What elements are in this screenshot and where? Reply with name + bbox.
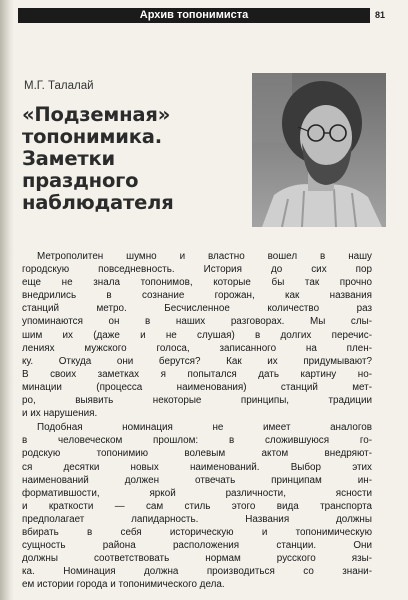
text-line: в человеческом прошлом: в сложившуюся го- xyxy=(22,435,372,447)
text-line: лениях мужского голоса, записанного на плен- xyxy=(22,342,372,354)
text-line: еще не знала топонимов, которые бы так прочно xyxy=(22,277,372,289)
text-line: ро, выявить некоторые принципы, традиции xyxy=(22,395,372,407)
paragraph xyxy=(22,250,372,420)
text-line: ся десятки новых наименований. Выбор этих xyxy=(22,461,372,473)
title-line: наблюдателя xyxy=(22,191,174,214)
text-line: шим их (даже и не слушая) в долгих перечис- xyxy=(22,329,372,341)
text-line: форматившости, яркой различности, ясности xyxy=(22,487,372,499)
text-line: и краткости — сам стиль этого вида транспорта xyxy=(22,500,372,512)
text-line: сущность района расположения станции. Они xyxy=(22,540,372,552)
page-number: 81 xyxy=(375,10,386,20)
article-author: М.Г. Талалай xyxy=(24,80,94,92)
text-line: упоминаются он в наших разговорах. Мы слы- xyxy=(22,316,372,328)
text-line: внедрились в сознание горожан, как названия xyxy=(22,290,372,302)
title-line: Заметки xyxy=(22,147,115,170)
author-photo xyxy=(252,73,386,227)
text-line: и их нарушения. xyxy=(22,408,98,420)
text-line: В своих заметках я попытался дать картину но- xyxy=(22,368,372,380)
text-line: станций метро. Бесчисленное количество раз xyxy=(22,303,372,315)
title-line: праздного xyxy=(22,169,139,192)
text-line: предполагает лапидарность. Названия должны xyxy=(22,513,372,525)
text-line: ем истории города и топонимического дела. xyxy=(22,579,225,591)
paragraph xyxy=(22,421,372,591)
title-line: «Подземная» xyxy=(22,103,171,126)
article-title xyxy=(22,104,232,214)
text-line: городскую повседневность. История до сих пор xyxy=(22,264,372,276)
section-title: Архив топонимиста xyxy=(139,9,249,21)
text-line: ка. Номинация должна производиться со знани- xyxy=(22,566,372,578)
text-line: родскую топонимию волевым актом внедряют- xyxy=(22,448,372,460)
text-line: Метрополитен шумно и властно вошел в нашу xyxy=(37,251,372,262)
text-line: должны соответствовать нормам русского язы- xyxy=(22,553,372,565)
text-line: вбирать в себя историческую и топонимическую xyxy=(22,526,372,538)
text-line: ку. Откуда они берутся? Как их придумывают? xyxy=(22,355,372,367)
text-line: наименований должен отвечать принципам ин- xyxy=(22,474,372,486)
running-header xyxy=(18,8,370,23)
title-line: топонимика. xyxy=(22,125,162,148)
page-gutter-shadow xyxy=(0,0,14,600)
article-body xyxy=(22,250,372,591)
text-line: Подобная номинация не имеет аналогов xyxy=(37,422,372,434)
text-line: минации (процесса наименования) станций мет- xyxy=(22,381,372,393)
